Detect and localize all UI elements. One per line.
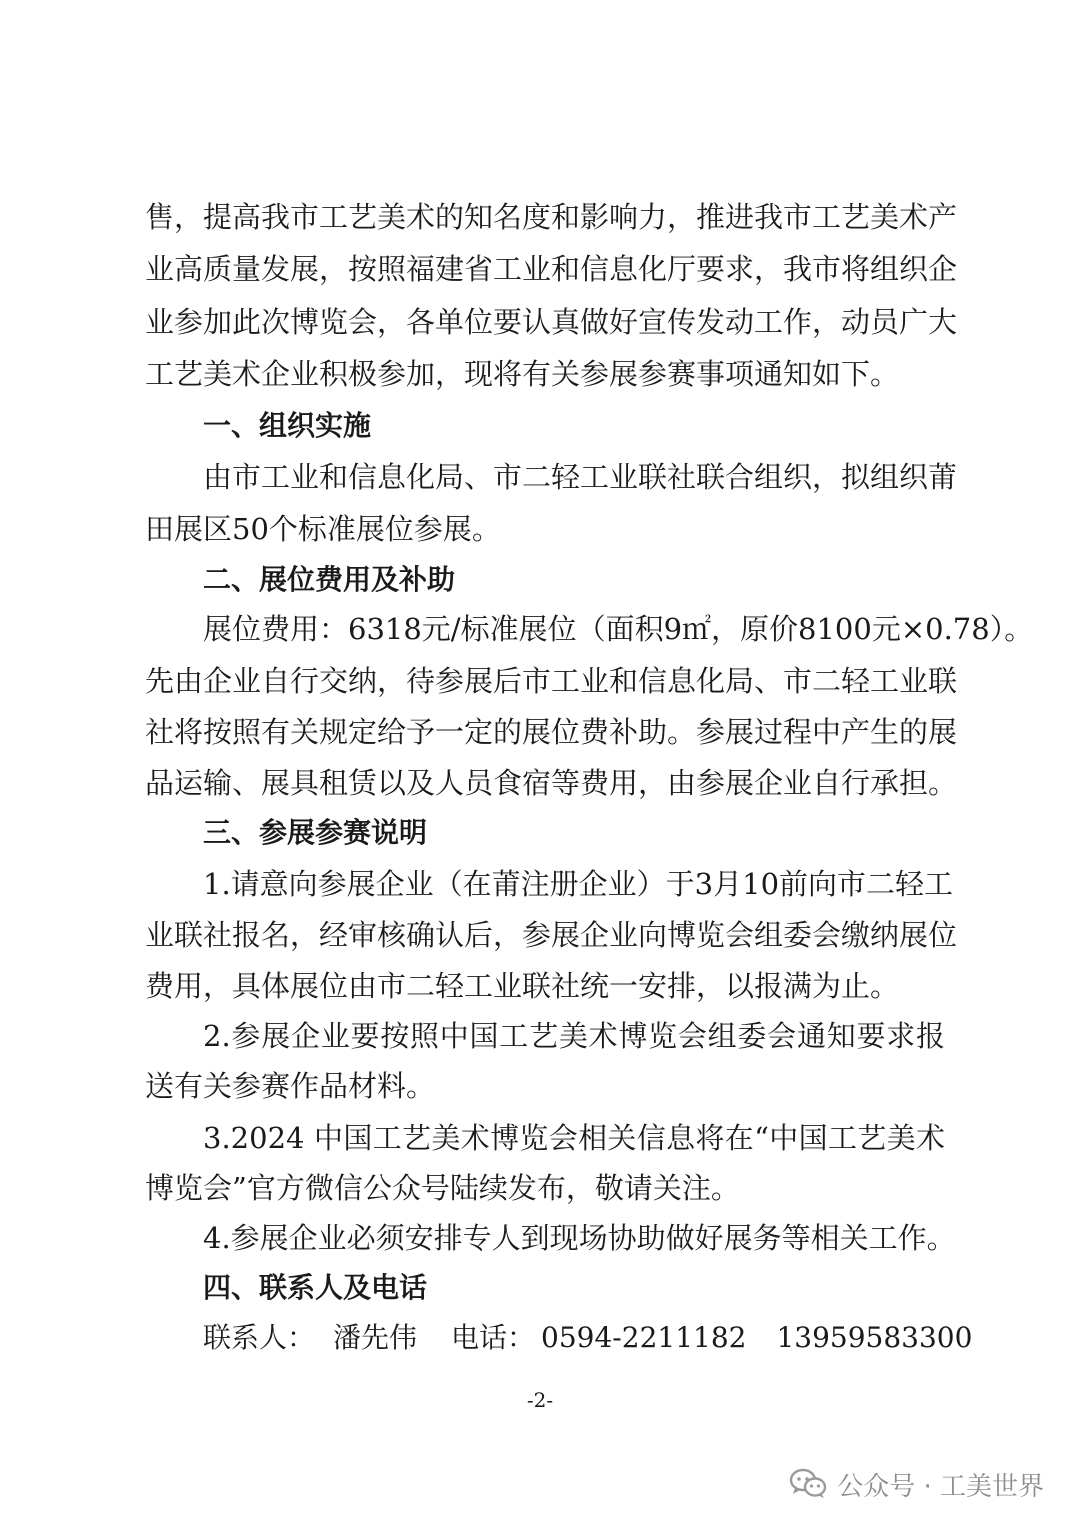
section-3-line-4: 2.参展企业要按照中国工艺美术博览会组委会通知要求报	[203, 1019, 945, 1053]
section-1-line-1: 由市工业和信息化局、市二轻工业联社联合组织，拟组织莆	[203, 460, 958, 494]
section-1-line-2: 田展区50个标准展位参展。	[145, 512, 501, 546]
section-3-line-1: 1.请意向参展企业（在莆注册企业）于3月10前向市二轻工	[203, 867, 954, 901]
intro-line-4: 工艺美术企业积极参加，现将有关参展参赛事项通知如下。	[145, 357, 900, 391]
section-3-line-7: 博览会”官方微信公众号陆续发布，敬请关注。	[145, 1171, 740, 1205]
section-2-line-3: 社将按照有关规定给予一定的展位费补助。参展过程中产生的展	[145, 715, 958, 749]
contact-line	[203, 1318, 972, 1358]
section-3-line-3: 费用，具体展位由市二轻工业联社统一安排，以报满为止。	[145, 969, 900, 1003]
section-1-title: 一、组织实施	[203, 409, 372, 442]
phone-number-2: 13959583300	[776, 1321, 973, 1354]
section-4-title: 四、联系人及电话	[203, 1271, 428, 1304]
watermark-text: 公众号 · 工美世界	[837, 1471, 1044, 1502]
contact-name: 潘先伟	[333, 1321, 418, 1354]
page-number: -2-	[526, 1388, 554, 1412]
section-3-line-6: 3.2024 中国工艺美术博览会相关信息将在“中国工艺美术	[203, 1121, 945, 1155]
section-2-line-2: 先由企业自行交纳，待参展后市工业和信息化局、市二轻工业联	[145, 664, 958, 698]
phone-number-1: 0594-2211182	[541, 1321, 747, 1354]
section-3-line-2: 业联社报名，经审核确认后，参展企业向博览会组委会缴纳展位	[145, 918, 958, 952]
intro-line-3: 业参加此次博览会，各单位要认真做好宣传发动工作，动员广大	[145, 305, 958, 339]
watermark	[789, 1462, 1044, 1506]
section-2-title: 二、展位费用及补助	[203, 563, 456, 596]
wechat-icon	[789, 1468, 827, 1500]
section-2-line-1: 展位费用：6318元/标准展位（面积9㎡，原价8100元×0.78）。	[203, 612, 1034, 646]
section-3-title: 三、参展参赛说明	[203, 816, 428, 849]
contact-label: 联系人：	[203, 1321, 316, 1354]
section-2-line-4: 品运输、展具租赁以及人员食宿等费用，由参展企业自行承担。	[145, 766, 958, 800]
section-3-line-5: 送有关参赛作品材料。	[145, 1069, 436, 1103]
phone-label: 电话：	[451, 1321, 536, 1354]
section-3-line-8: 4.参展企业必须安排专人到现场协助做好展务等相关工作。	[203, 1221, 956, 1255]
intro-line-1: 售，提高我市工艺美术的知名度和影响力，推进我市工艺美术产	[145, 200, 958, 234]
intro-line-2: 业高质量发展，按照福建省工业和信息化厅要求，我市将组织企	[145, 252, 958, 286]
